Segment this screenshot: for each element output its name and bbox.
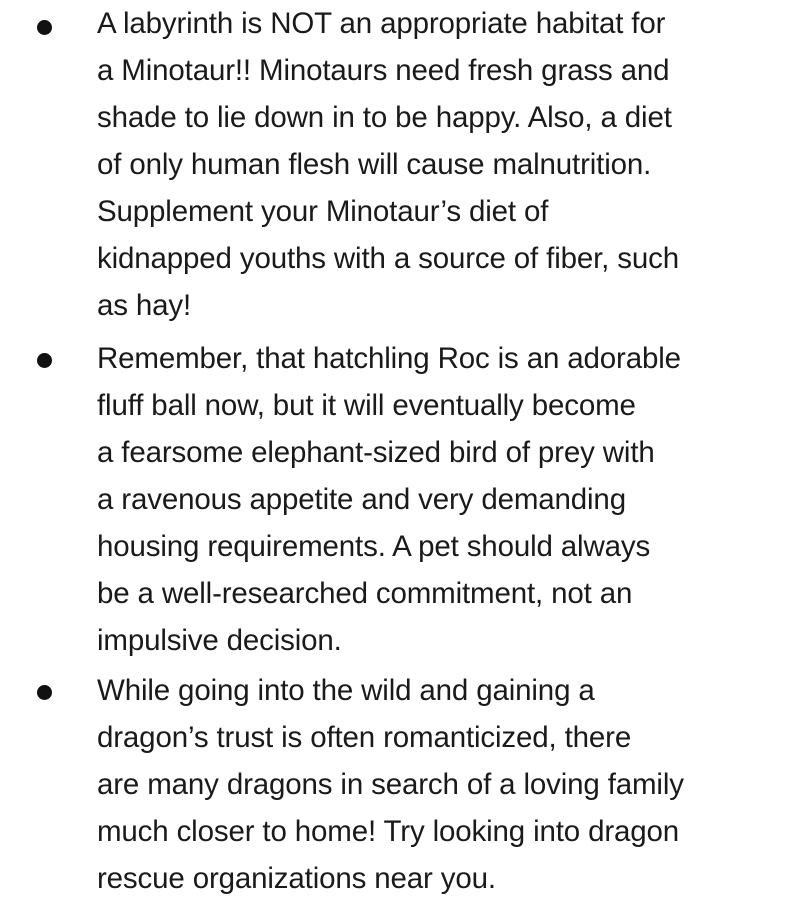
text-line: a fearsome elephant-sized bird of prey with [97,436,655,469]
list-item-text [97,667,787,902]
text-line: shade to lie down in to be happy. Also, a diet [97,101,672,134]
text-line: housing requirements. A pet should always [97,530,651,563]
list-item-text [97,335,787,664]
text-line: much closer to home! Try looking into dragon [97,815,680,848]
bullet-point-icon [37,353,52,368]
text-line: a ravenous appetite and very demanding [97,483,626,516]
bullet-point-icon [37,20,52,35]
text-line: as hay! [97,289,192,322]
text-line: of only human flesh will cause malnutrition. [97,148,652,181]
list-item-text [97,0,787,329]
text-line: kidnapped youths with a source of fiber, such [97,242,679,275]
bullet-point-icon [37,685,52,700]
text-line: fluff ball now, but it will eventually become [97,389,636,422]
text-line: Remember, that hatchling Roc is an adorable [97,342,681,375]
text-line: dragon’s trust is often romanticized, there [97,721,632,754]
text-line: While going into the wild and gaining a [97,674,595,707]
text-line: are many dragons in search of a loving family [97,768,684,801]
text-line: Supplement your Minotaur’s diet of [97,195,549,228]
text-line: rescue organizations near you. [97,862,496,895]
text-line: A labyrinth is NOT an appropriate habitat for [97,7,666,40]
text-line: be a well-researched commitment, not an [97,577,633,610]
text-line: a Minotaur!! Minotaurs need fresh grass and [97,54,670,87]
text-line: impulsive decision. [97,624,342,657]
